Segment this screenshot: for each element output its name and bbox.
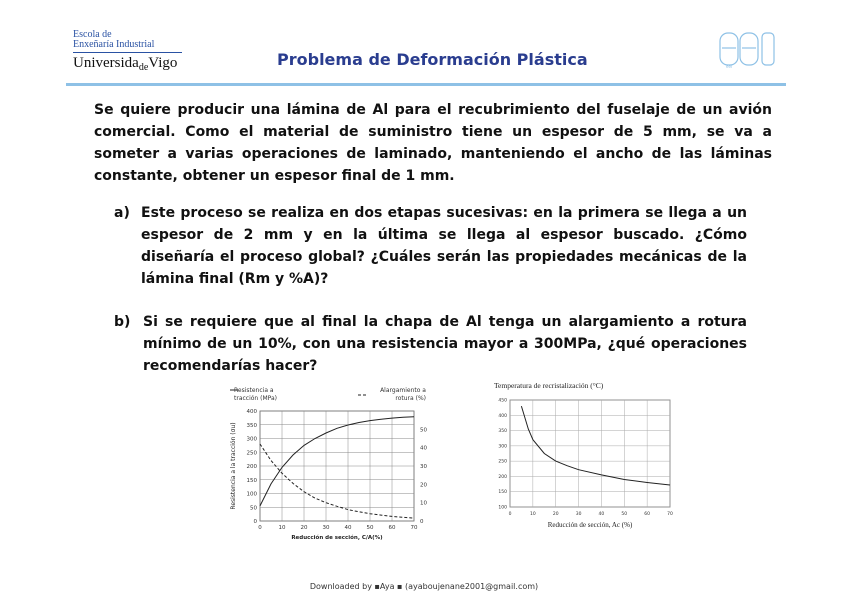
chart-title: Temperatura de recristalización (°C) — [494, 381, 604, 390]
y-tick-label: 150 — [498, 490, 507, 496]
y-tick-label: 300 — [498, 444, 507, 450]
chart-strength-elongation — [228, 383, 438, 545]
y-tick-label: 450 — [498, 398, 507, 404]
y2-tick-label: 50 — [420, 427, 427, 434]
chart-recrystallization — [490, 378, 685, 538]
x-tick-label: 60 — [388, 525, 396, 531]
x-tick-label: 70 — [410, 525, 418, 531]
y-tick-label: 50 — [250, 505, 257, 512]
question-b-label: b) — [114, 314, 131, 330]
y-tick-label: 150 — [246, 477, 257, 484]
y2-tick-label: 0 — [420, 519, 424, 525]
y-tick-label: 400 — [498, 413, 507, 419]
y-tick-label: 400 — [246, 409, 257, 415]
intro-paragraph: Se quiere producir una lámina de Al para el recubrimiento del fuselaje de un avión comercial. Como el material de suministro tiene un espesor de 5 mm, se va a someter a varias operaciones de laminado, manteniendo el ancho de las láminas constante, obtener un espesor final de 1 mm. — [94, 102, 772, 184]
legend-strength-l2: tracción (MPa) — [234, 395, 278, 402]
logo-university-name: Universida$_{de}$Vigo — [73, 55, 178, 73]
eei-logo — [718, 30, 780, 70]
y-tick-label: 0 — [253, 519, 257, 525]
x-tick-label: 20 — [300, 525, 308, 531]
x-tick-label: 50 — [621, 512, 628, 517]
header-divider — [66, 83, 786, 86]
question-b-text: Si se requiere que al final la chapa de Al tenga un alargamiento a rotura mínimo de un 10%, con una resistencia mayor a 300MPa, ¿qué operaciones recomendarías hacer? — [143, 314, 747, 374]
legend-elong-l2: rotura (%) — [395, 395, 426, 402]
x-tick-label: 10 — [529, 512, 536, 517]
y-axis-label: Resistencia a la tracción (σu) — [230, 422, 237, 510]
x-tick-label: 30 — [322, 525, 330, 531]
y-tick-label: 350 — [498, 429, 507, 435]
y2-tick-label: 40 — [420, 445, 427, 452]
x-tick-label: 40 — [598, 512, 605, 517]
y-tick-label: 200 — [246, 464, 257, 470]
legend-elong-l1: Alargamiento a — [380, 387, 426, 394]
x-tick-label: 20 — [552, 512, 559, 517]
plot-frame — [510, 400, 670, 507]
logo-line-1: Escola de — [73, 29, 112, 40]
university-logo — [73, 30, 188, 73]
page-title: Problema de Deformación Plástica — [277, 50, 588, 69]
x-tick-label: 0 — [508, 512, 512, 517]
x-axis-label: Reducción de sección, Ac (%) — [547, 521, 633, 529]
logo-line-2: Enxeñaría Industrial — [73, 39, 155, 50]
y2-tick-label: 10 — [420, 500, 427, 507]
legend-strength-l1: Resistencia a — [234, 387, 274, 394]
x-tick-label: 30 — [575, 512, 582, 517]
y-tick-label: 300 — [246, 436, 257, 443]
y-tick-label: 200 — [498, 474, 507, 480]
x-tick-label: 50 — [366, 525, 374, 531]
y2-tick-label: 20 — [420, 482, 427, 489]
question-a-text: Este proceso se realiza en dos etapas sucesivas: en la primera se llega a un espesor de 2 mm y en la última se llega al espesor buscado. ¿Cómo diseñaría el proceso global? ¿Cuáles serán las propiedades mecánicas de la lámina final (Rm y %A)? — [141, 205, 747, 287]
y-tick-label: 250 — [246, 450, 257, 457]
eei-logo-text: eei — [726, 64, 733, 69]
x-tick-label: 0 — [258, 525, 262, 531]
x-tick-label: 40 — [344, 525, 352, 531]
y2-tick-label: 30 — [420, 464, 427, 470]
y-tick-label: 250 — [498, 459, 507, 465]
y-tick-label: 100 — [246, 491, 257, 498]
x-tick-label: 60 — [644, 512, 651, 517]
x-tick-label: 10 — [278, 525, 286, 531]
footer-download-note: Downloaded by ▪Aya ▪ (ayaboujenane2001@gmail.com) — [309, 582, 539, 591]
y-tick-label: 100 — [498, 505, 507, 511]
x-axis-label: Reducción de sección, C/A(%) — [291, 535, 383, 541]
question-a-label: a) — [114, 205, 130, 221]
x-tick-label: 70 — [667, 512, 673, 517]
y-tick-label: 350 — [246, 422, 257, 429]
logo-rule — [73, 52, 182, 53]
